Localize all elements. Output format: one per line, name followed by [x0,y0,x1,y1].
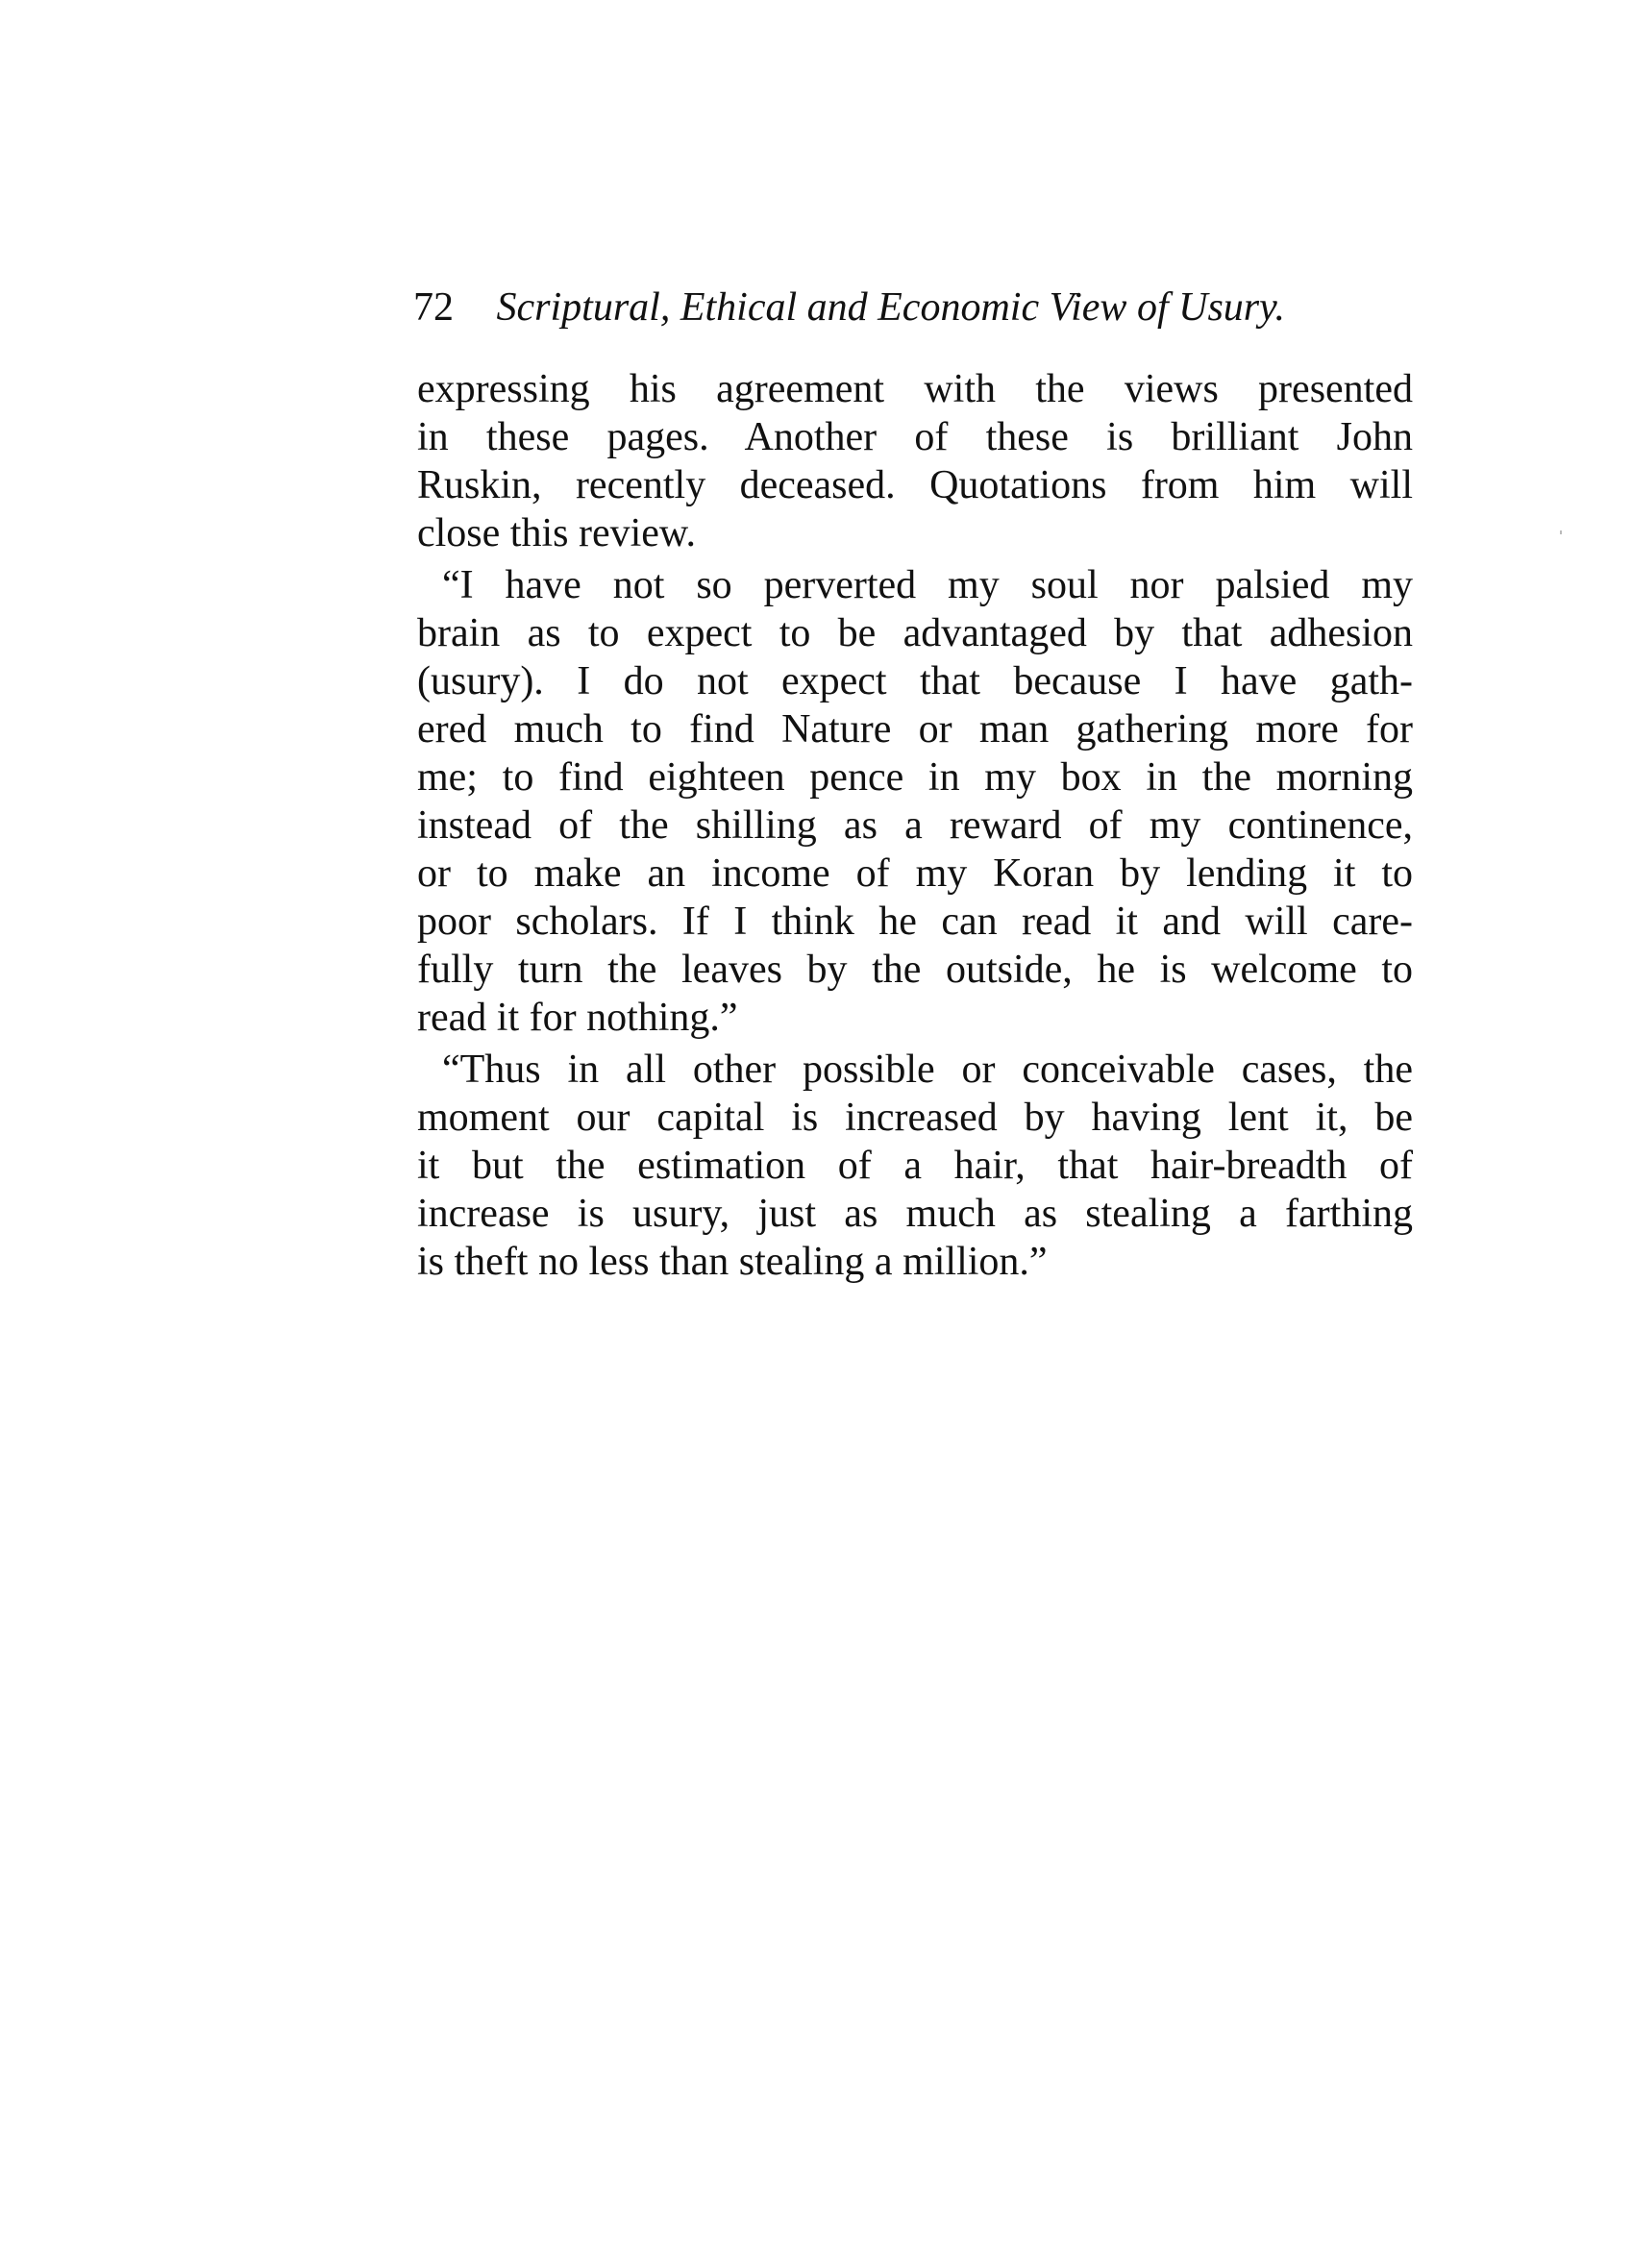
running-title: Scriptural, Ethical and Economic View of Usury. [496,285,1285,330]
text-line: read it for nothing.” [417,996,738,1040]
text-line: “I have not so perverted my soul nor palsied my [442,563,1413,607]
text-line: increase is usury, just as much as stealing a farthing [417,1192,1413,1236]
text-line: moment our capital is increased by having lent it, be [417,1096,1413,1140]
text-line: me; to find eighteen pence in my box in the morning [417,755,1413,800]
text-line: it but the estimation of a hair, that hair-breadth of [417,1144,1413,1188]
text-line: “Thus in all other possible or conceivable cases, the [442,1048,1413,1092]
text-line: Ruskin, recently deceased. Quotations from him will [417,463,1413,507]
text-line: fully turn the leaves by the outside, he is welcome to [417,948,1413,992]
text-line: or to make an income of my Koran by lending it to [417,851,1413,896]
text-line: expressing his agreement with the views presented [417,367,1413,411]
scan-speck [1560,530,1562,534]
text-line: ered much to find Nature or man gathering more for [417,707,1413,752]
text-line: is theft no less than stealing a million.” [417,1240,1048,1284]
paragraph-3 [417,1046,1413,1286]
paragraph-1 [417,365,1413,557]
body-text [417,365,1413,1286]
paragraph-2 [417,561,1413,1042]
text-line: close this review. [417,511,697,555]
text-line: brain as to expect to be advantaged by that adhesion [417,611,1413,655]
running-head [413,279,1374,336]
text-line: poor scholars. If I think he can read it and will care- [417,900,1413,944]
text-line: instead of the shilling as a reward of my continence, [417,803,1413,848]
text-line: (usury). I do not expect that because I have gath- [417,659,1413,703]
page-number: 72 [413,285,454,330]
text-line: in these pages. Another of these is brilliant John [417,415,1413,459]
